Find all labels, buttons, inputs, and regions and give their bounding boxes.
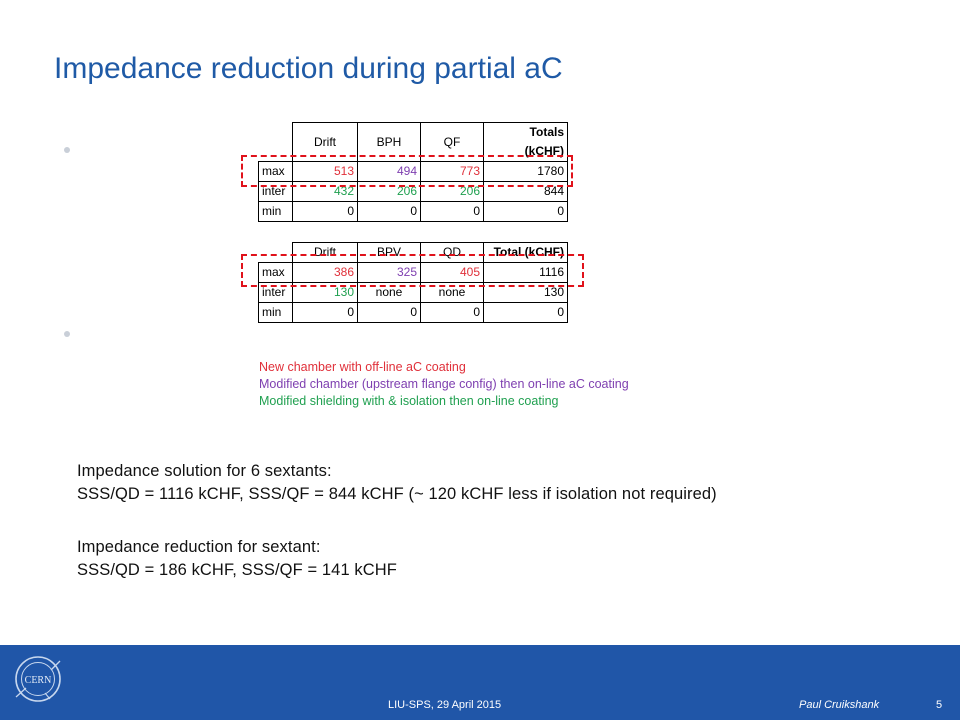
cell-bpv: none <box>358 283 421 303</box>
column-header: Drift <box>293 123 358 162</box>
row-label: inter <box>259 283 293 303</box>
legend-item-new-chamber: New chamber with off-line aC coating <box>259 360 466 374</box>
row-label: min <box>259 303 293 323</box>
page-number: 5 <box>936 699 943 711</box>
highlight-box-inter-row <box>241 155 573 187</box>
cell-qf: 773 <box>421 162 484 182</box>
cern-logo-text: CERN <box>24 675 52 686</box>
row-label: max <box>259 162 293 182</box>
footer-author: Paul Cruikshank <box>799 699 880 711</box>
cell-bpv: 0 <box>358 303 421 323</box>
legend-item-modified-shielding: Modified shielding with & isolation then on-line coating <box>259 394 559 408</box>
column-header: Drift <box>293 243 358 263</box>
column-header: BPH <box>358 123 421 162</box>
footer-event-date: LIU-SPS, 29 April 2015 <box>388 699 502 711</box>
column-header: QD <box>421 243 484 263</box>
cell-drift: 513 <box>293 162 358 182</box>
cell-total: 1780 <box>484 162 568 182</box>
cell-total: 0 <box>484 202 568 222</box>
cell-drift: 130 <box>293 283 358 303</box>
cell-drift: 386 <box>293 263 358 283</box>
cell-bpv: 325 <box>358 263 421 283</box>
column-header-totals: Total (kCHF) <box>484 243 568 263</box>
solution-heading: Impedance solution for 6 sextants: <box>77 462 332 480</box>
cell-bph: 0 <box>358 202 421 222</box>
cell-total: 1116 <box>484 263 568 283</box>
column-header: BPV <box>358 243 421 263</box>
solution-detail: SSS/QD = 1116 kCHF, SSS/QF = 844 kCHF (~ 120 kCHF less if isolation not required) <box>77 485 717 503</box>
row-label: max <box>259 263 293 283</box>
page-title: Impedance reduction during partial aC <box>54 52 563 85</box>
column-header: QF <box>421 123 484 162</box>
row-label: inter <box>259 182 293 202</box>
reduction-heading: Impedance reduction for sextant: <box>77 538 321 556</box>
row-label: min <box>259 202 293 222</box>
cell-bph: 494 <box>358 162 421 182</box>
column-header-totals: Totals (kCHF) <box>484 123 568 162</box>
table-row-min <box>259 303 568 323</box>
cell-qd: 0 <box>421 303 484 323</box>
cell-qd: none <box>421 283 484 303</box>
table-row-min <box>259 202 568 222</box>
cell-qd: 405 <box>421 263 484 283</box>
legend-item-modified-chamber: Modified chamber (upstream flange config) then on-line aC coating <box>259 377 629 391</box>
cell-total: 130 <box>484 283 568 303</box>
cern-logo-icon <box>12 653 64 705</box>
cell-drift: 432 <box>293 182 358 202</box>
reduction-detail: SSS/QD = 186 kCHF, SSS/QF = 141 kCHF <box>77 561 397 579</box>
highlight-box-max-row <box>241 254 584 287</box>
bullet-dot-icon <box>64 331 70 337</box>
cell-qf: 206 <box>421 182 484 202</box>
cell-bph: 206 <box>358 182 421 202</box>
cell-drift: 0 <box>293 303 358 323</box>
cell-qf: 0 <box>421 202 484 222</box>
cell-drift: 0 <box>293 202 358 222</box>
bullet-dot-icon <box>64 147 70 153</box>
cell-total: 0 <box>484 303 568 323</box>
cell-total: 844 <box>484 182 568 202</box>
